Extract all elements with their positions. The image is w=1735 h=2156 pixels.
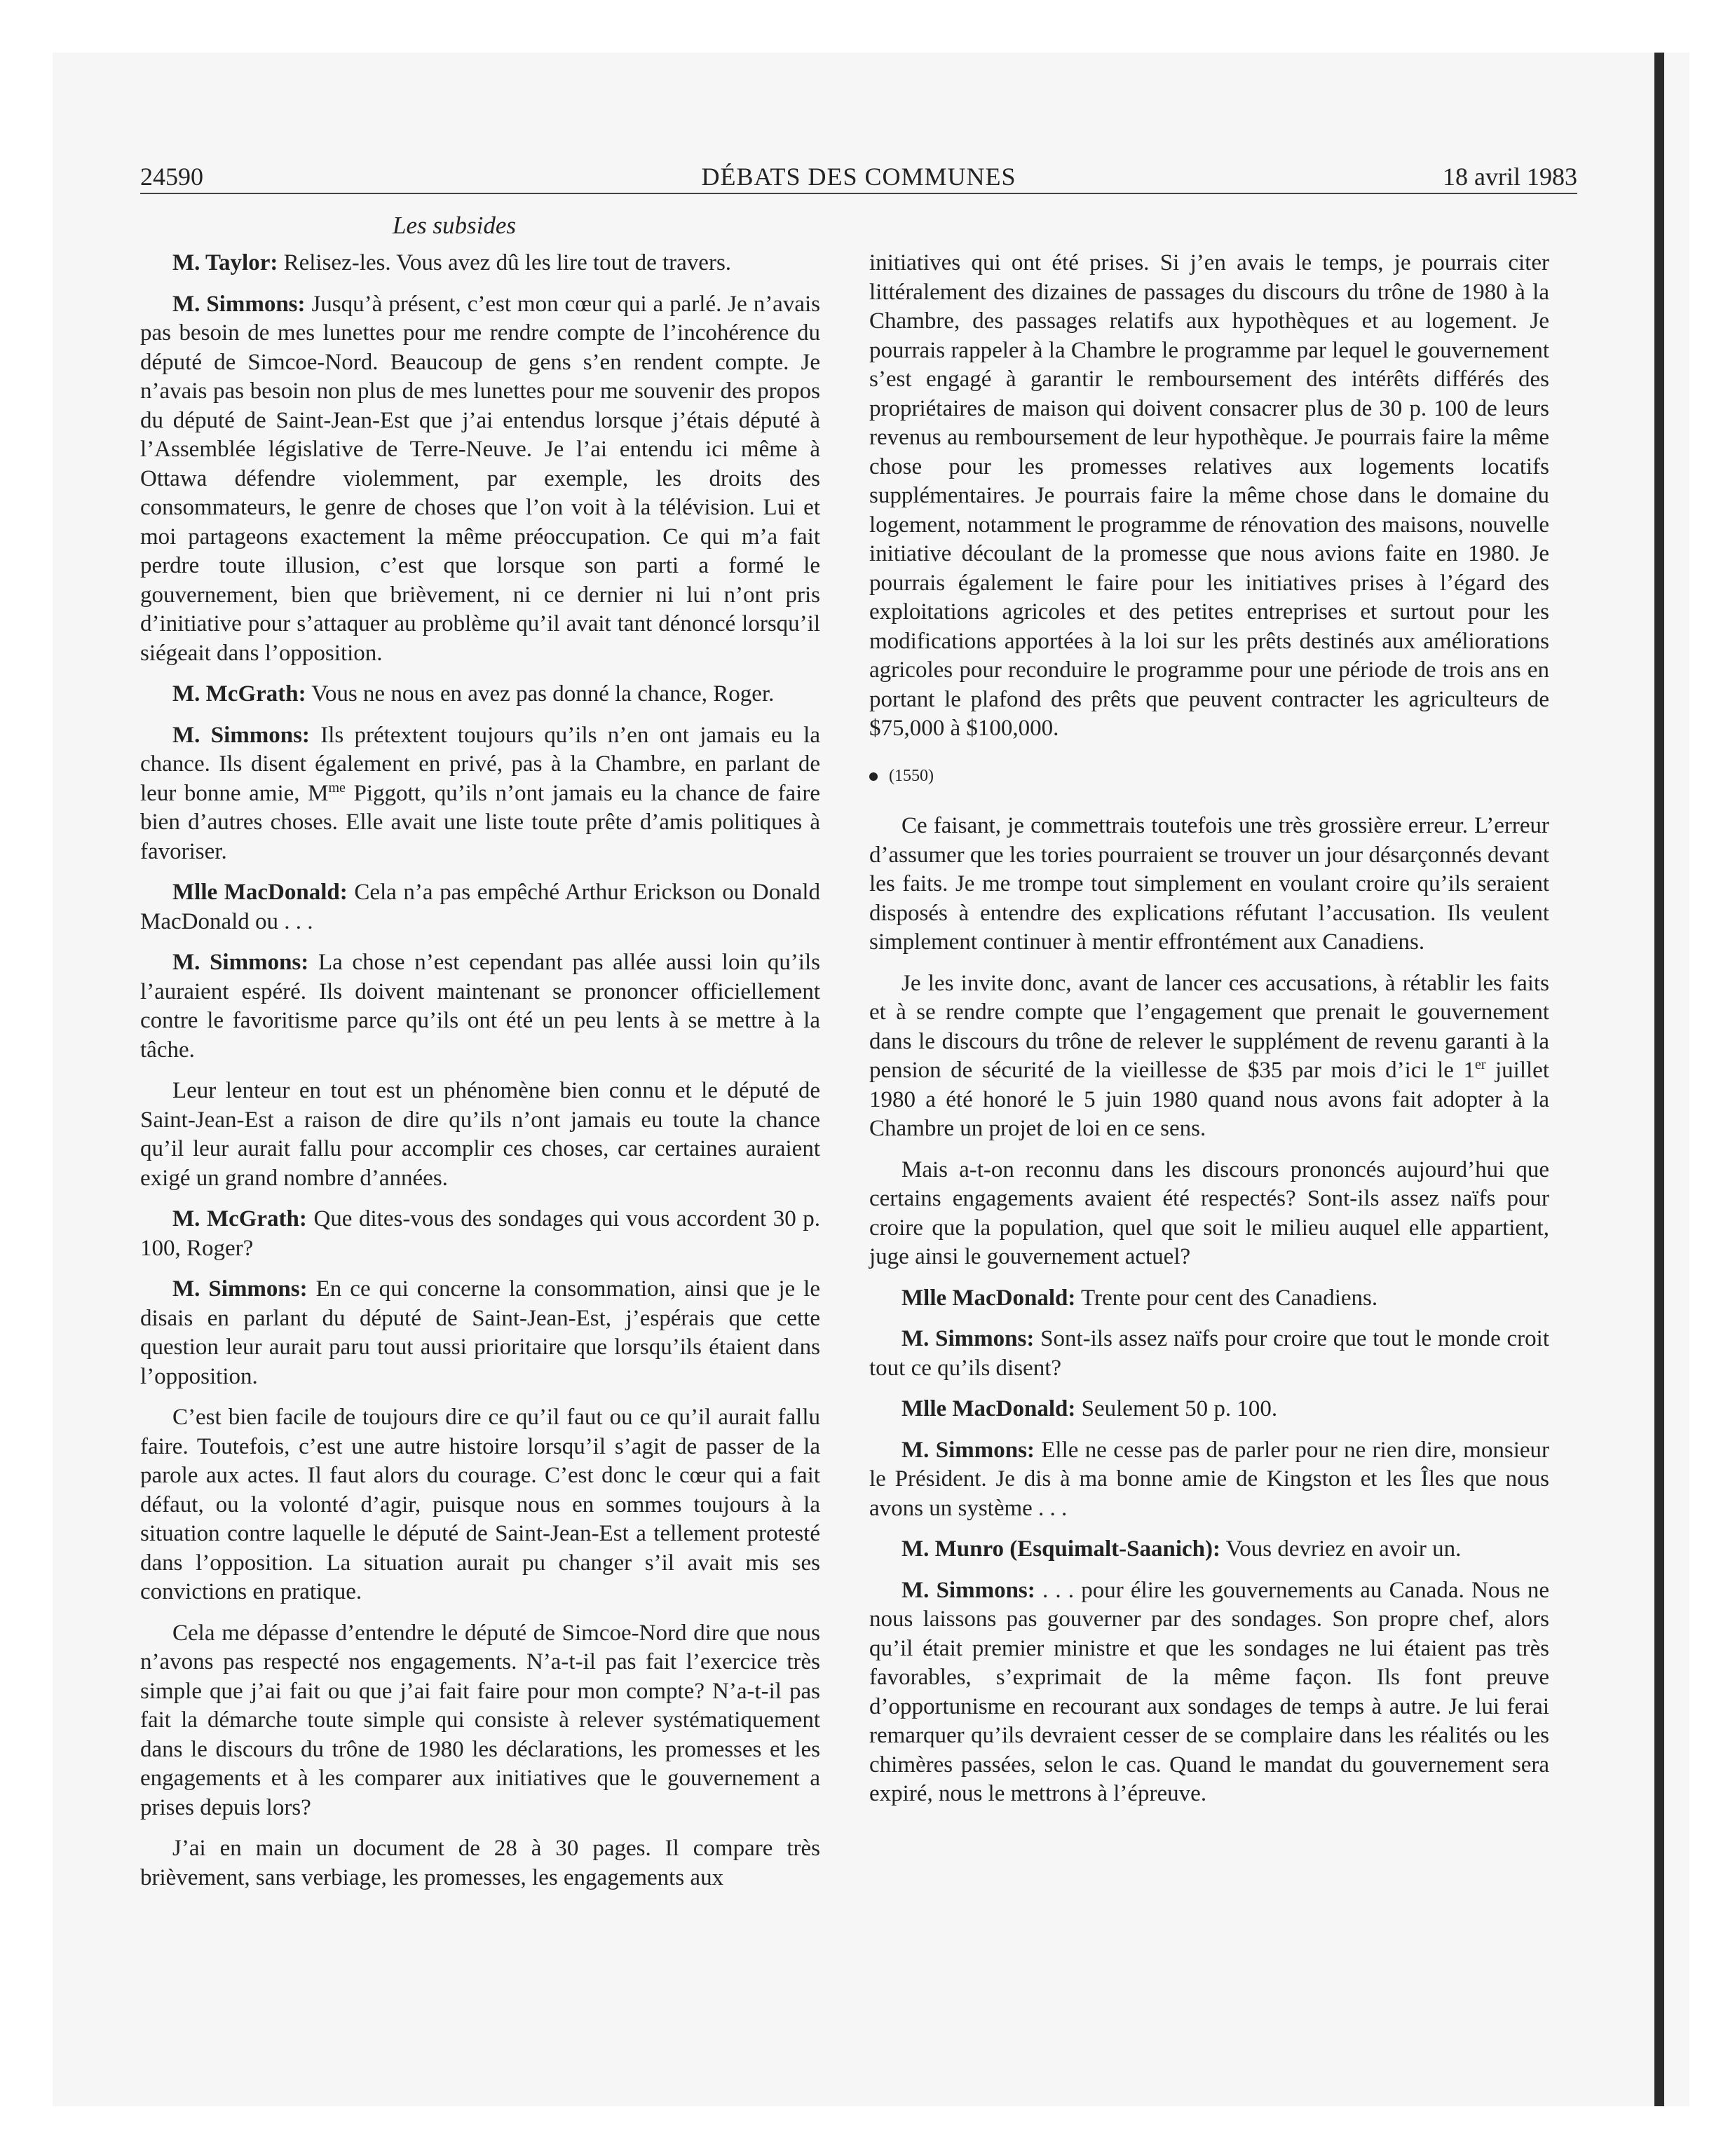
speaker-name: Mlle MacDonald: xyxy=(901,1396,1076,1421)
text-paragraph xyxy=(140,1077,820,1193)
text-paragraph xyxy=(869,969,1549,1144)
right-column xyxy=(869,249,1549,1821)
paragraph-text: J’ai en main un document de 28 à 30 pages. Il compare très brièvement, sans verbiage, les promesses, les engagements aux xyxy=(140,1836,820,1890)
speaker-name: Mlle MacDonald: xyxy=(172,880,348,905)
speech-paragraph xyxy=(869,1284,1549,1314)
paragraph-text: Mais a-t-on reconnu dans les discours prononcés aujourd’hui que certains engagements avaient été respectés? Sont-ils assez naïfs pour croire que la population, quel que soit le milieu auquel elle appartient, juge ainsi le gouvernement actuel? xyxy=(869,1157,1549,1269)
scan-edge-bar xyxy=(1654,53,1664,2106)
page-number: 24590 xyxy=(140,163,203,191)
paragraph-text: . . . pour élire les gouvernements au Canada. Nous ne nous laissons pas gouverner par des sondages. Son propre chef, alors qu’il était premier ministre et que les sondages ne lui étaient pas très favorables, s’exprimait de la même façon. Ils font preuve d’opportunisme en recourant aux sondages de temps à autre. Je lui ferai remarquer qu’ils devraient cesser de se complaire dans les réalités ou les chimères passées, selon le cas. Quand le mandat du gouvernement sera expiré, nous le mettrons à l’épreuve. xyxy=(869,1577,1549,1806)
paragraph-text: Vous ne nous en avez pas donné la chance, Roger. xyxy=(306,681,775,707)
paragraph-text: Relisez-les. Vous avez dû les lire tout de travers. xyxy=(278,250,732,275)
speaker-name: M. Simmons: xyxy=(172,722,310,748)
speech-paragraph xyxy=(869,1576,1549,1809)
paragraph-text: C’est bien facile de toujours dire ce qu’il faut ou ce qu’il aurait fallu faire. Toutefois, c’est une autre histoire lorsqu’il s’agit de passer de la parole aux actes. Il faut alors du courage. C’est donc le cœur qui a fait défaut, ou la volonté d’agir, puisque nous en sommes toujours à la situation contre laquelle le député de Saint-Jean-Est a tellement protesté dans l’opposition. La situation aurait pu changer s’il avait mis ses convictions en pratique. xyxy=(140,1405,820,1604)
speaker-name: M. Simmons: xyxy=(172,950,309,975)
speaker-name: M. Simmons: xyxy=(172,291,306,317)
bullet-icon xyxy=(869,772,878,781)
paragraph-text: Cela n’a pas empêché Arthur Erickson ou Donald MacDonald ou . . . xyxy=(140,880,821,934)
paragraph-text: Ils prétextent toujours qu’ils n’en ont jamais eu la chance. Ils disent également en privé, pas à la Chambre, en parlant de leur bonne amie, M xyxy=(140,722,820,806)
paragraph-text: Leur lenteur en tout est un phénomène bien connu et le député de Saint-Jean-Est a raison de dire qu’ils n’ont jamais eu toute la chance qu’il leur aurait fallu pour accomplir ces choses, car certaines auraient exigé un grand nombre d’années. xyxy=(140,1078,820,1191)
speaker-name: M. Taylor: xyxy=(172,250,278,275)
speech-paragraph xyxy=(869,1436,1549,1524)
text-paragraph xyxy=(869,812,1549,957)
page-header xyxy=(140,161,1577,195)
speech-paragraph xyxy=(140,290,820,669)
speaker-name: Mlle MacDonald: xyxy=(901,1285,1076,1311)
speech-paragraph xyxy=(140,680,820,709)
speech-paragraph xyxy=(140,1275,820,1391)
text-paragraph xyxy=(869,1156,1549,1272)
text-paragraph xyxy=(140,1619,820,1823)
publication-title: DÉBATS DES COMMUNES xyxy=(701,163,1016,191)
speech-paragraph xyxy=(869,1325,1549,1383)
text-paragraph xyxy=(140,1403,820,1607)
speaker-name: M. Simmons: xyxy=(172,1276,308,1302)
speaker-name: M. Munro (Esquimalt-Saanich): xyxy=(901,1536,1221,1562)
paragraph-text: En ce qui concerne la consommation, ainsi que je le disais en parlant du député de Saint-Jean-Est, j’espérais que cette question leur aurait paru tout aussi prioritaire que lorsqu’ils étaient dans l’opposition. xyxy=(140,1276,820,1389)
speaker-name: M. Simmons: xyxy=(901,1437,1035,1463)
paragraph-text-tail: juillet 1980 a été honoré le 5 juin 1980 quand nous avons fait adopter à la Chambre un projet de loi en ce sens. xyxy=(869,1058,1549,1141)
speech-paragraph xyxy=(140,948,820,1065)
paragraph-text: Jusqu’à présent, c’est mon cœur qui a parlé. Je n’avais pas besoin de mes lunettes pour me rendre compte de l’incohérence du député de Simcoe-Nord. Beaucoup de gens s’en rendent compte. Je n’avais pas besoin non plus de mes lunettes pour me souvenir des propos du député de Saint-Jean-Est que j’ai entendus lorsque j’étais député à l’Assemblée législative de Terre-Neuve. Je l’ai entendu ici même à Ottawa défendre violemment, par exemple, les droits des consommateurs, le genre de choses que l’on voit à la télévision. Lui et moi partageons exactement la même préoccupation. Ce qui m’a fait perdre toute illusion, c’est que lorsque son parti a formé le gouvernement, bien que brièvement, ni ce dernier ni lui n’ont pris d’initiative pour s’attaquer au problème qu’il avait tant dénoncé lorsqu’il siégeait dans l’opposition. xyxy=(140,291,820,666)
speaker-name: M. Simmons: xyxy=(901,1326,1035,1351)
left-column xyxy=(140,249,820,1904)
paragraph-text: Ce faisant, je commettrais toutefois une très grossière erreur. L’erreur d’assumer que les tories pourraient se trouver un jour désarçonnés devant les faits. Je me trompe tout simplement en voulant croire qu’ils seraient disposés à entendre des explications réfutant l’accusation. Ils veulent simplement continuer à mentir effrontément aux Canadiens. xyxy=(869,813,1549,955)
speech-paragraph xyxy=(869,1395,1549,1424)
speaker-name: M. McGrath: xyxy=(172,1206,307,1231)
header-rule xyxy=(140,193,1577,194)
speech-paragraph xyxy=(869,1535,1549,1564)
paragraph-text: Vous devriez en avoir un. xyxy=(1220,1536,1462,1562)
time-marker xyxy=(869,762,1549,791)
page-date: 18 avril 1983 xyxy=(1443,163,1577,191)
paragraph-text: Cela me dépasse d’entendre le député de Simcoe-Nord dire que nous n’avons pas respecté nos engagements. N’a-t-il pas fait l’exercice très simple que j’ai fait ou que j’ai fait faire pour mon compte? N’a-t-il pas fait la démarche toute simple qui consiste à relever systématiquement dans le discours du trône de 1980 les déclarations, les promesses et les engagements et à les comparer aux initiatives que le gouvernement a prises depuis lors? xyxy=(140,1620,820,1820)
superscript: er xyxy=(1474,1057,1486,1072)
section-heading: Les subsides xyxy=(393,212,516,239)
speaker-name: M. McGrath: xyxy=(172,681,306,707)
paragraph-text: Seulement 50 p. 100. xyxy=(1075,1396,1278,1421)
superscript: me xyxy=(328,779,346,796)
paragraph-text-tail: Piggott, qu’ils n’ont jamais eu la chance de faire bien d’autres choses. Elle avait une liste toute prête d’amis politiques à favoriser. xyxy=(140,780,820,864)
paragraph-text: Je les invite donc, avant de lancer ces accusations, à rétablir les faits et à se rendre compte que l’engagement que prenait le gouvernement dans le discours du trône de relever le supplément de revenu garanti à la pension de sécurité de la vieillesse de $35 par mois d’ici le 1 xyxy=(869,970,1549,1083)
speaker-name: M. Simmons: xyxy=(901,1577,1035,1603)
speech-paragraph xyxy=(140,878,820,936)
text-paragraph xyxy=(869,249,1549,744)
speech-paragraph xyxy=(140,1205,820,1263)
paragraph-text: La chose n’est cependant pas allée aussi loin qu’ils l’auraient espéré. Ils doivent maintenant se prononcer officiellement contre le favoritisme parce qu’ils ont été un peu lents à se mettre à la tâche. xyxy=(140,950,820,1063)
paragraph-text: Sont-ils assez naïfs pour croire que tout le monde croit tout ce qu’ils disent? xyxy=(869,1326,1549,1381)
paragraph-text: Que dites-vous des sondages qui vous accordent 30 p. 100, Roger? xyxy=(140,1206,820,1261)
speech-paragraph xyxy=(140,249,820,278)
text-paragraph xyxy=(140,1834,820,1892)
paragraph-text: Trente pour cent des Canadiens. xyxy=(1075,1285,1378,1311)
speech-paragraph xyxy=(140,721,820,867)
paragraph-text: initiatives qui ont été prises. Si j’en avais le temps, je pourrais citer littéralement des dizaines de passages du discours du trône de 1980 à la Chambre, des passages relatifs aux hypothèques et au logement. Je pourrais rappeler à la Chambre le programme par lequel le gouvernement s’est engagé à garantir le remboursement des intérêts différés des propriétaires de maison qui doivent consacrer plus de 30 p. 100 de leurs revenus au remboursement de leur hypothèque. Je pourrais faire la même chose pour les promesses relatives aux logements locatifs supplémentaires. Je pourrais faire la même chose dans le domaine du logement, notamment le programme de rénovation des maisons, nouvelle initiative découlant de la promesse que nous avions faite en 1980. Je pourrais également le faire pour les initiatives prises à l’égard des exploitations agricoles et des petites entreprises et surtout pour les modifications apportées à la loi sur les prêts destinés aux améliorations agricoles pour reconduire le programme pour une période de trois ans en portant le plafond des prêts que peuvent contracter les agriculteurs de $75,000 à $100,000. xyxy=(869,250,1549,741)
time-marker-label: (1550) xyxy=(889,766,934,785)
paragraph-text: Elle ne cesse pas de parler pour ne rien dire, monsieur le Président. Je dis à ma bonne amie de Kingston et les Îles que nous avons un système . . . xyxy=(869,1437,1549,1521)
